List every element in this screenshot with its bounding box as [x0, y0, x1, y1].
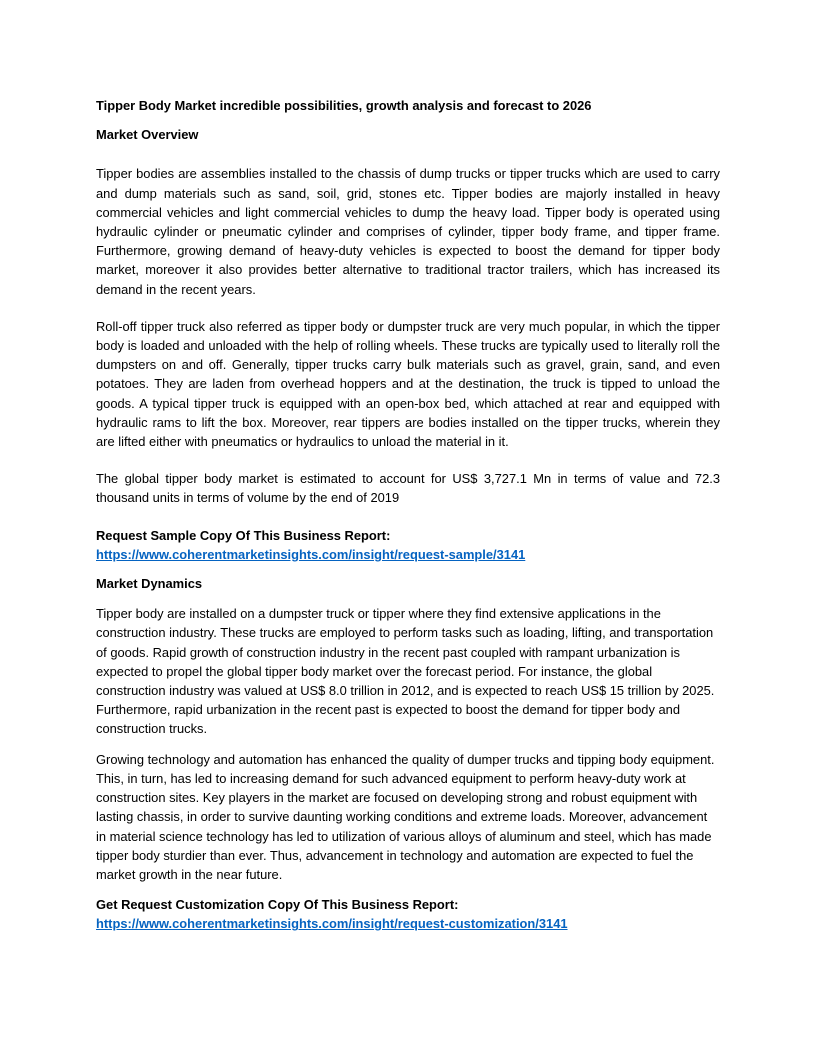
- estimate-suffix: is estimated to account for US$ 3,727.1 Mn in terms of value and 72.3 thousand units in terms of volume by the end of 2019: [96, 471, 720, 506]
- document-page: [96, 96, 720, 944]
- estimate-prefix: The: [96, 471, 125, 487]
- sample-request-link[interactable]: https://www.coherentmarketinsights.com/insight/request-sample/3141: [96, 546, 526, 562]
- overview-paragraph-1: Tipper bodies are assemblies installed to the chassis of dump trucks or tipper trucks which are used to carry and dump materials such as sand, soil, grid, stones etc. Tipper bodies are majorly installed in heavy commercial vehicles and light commercial vehicles to dump the heavy load. Tipper body is operated using hydraulic cylinder or pneumatic cylinder and comprises of cylinder, tipper body frame, and tipper frame. Furthermore, growing demand of heavy-duty vehicles is expected to boost the demand for tipper body market, moreover it also provides better alternative to traditional tractor trailers, which has increased its demand in the recent years.: [96, 166, 720, 297]
- global-tipper-body-market-link[interactable]: global tipper body market: [124, 471, 278, 487]
- overview-paragraph-2: Roll-off tipper truck also referred as tipper body or dumpster truck are very much popular, in which the tipper body is loaded and unloaded with the help of rolling wheels. These trucks are typically used to literally roll the dumpsters on and off. Generally, tipper trucks carry bulk materials such as gravel, grain, sand, and even potatoes. They are laden from overhead hoppers and at the destination, the truck is tipped to unload the goods. A typical tipper truck is equipped with an open-box bed, which attached at rear and equipped with hydraulic rams to lift the box. Moreover, rear tippers are bodies installed on the tipper trucks, wherein they are lifted either with pneumatics or hydraulics to unload the material in it.: [96, 318, 720, 450]
- dynamics-paragraph-2: Growing technology and automation has enhanced the quality of dumper trucks and tipping body equipment. This, in turn, has led to increasing demand for such advanced equipment to perform heavy-duty work at construction sites. Key players in the market are focused on developing strong and robust equipment with lasting chassis, in order to survive daunting working conditions and extreme loads. Moreover, advancement in material science technology has led to utilization of various alloys of aluminum and steel, which has made tipper body sturdier than ever. Thus, advancement in technology and automation are expected to fuel the market growth in the near future.: [96, 751, 715, 882]
- market-estimate-paragraph: [96, 469, 720, 507]
- customization-request-block: [96, 895, 720, 933]
- document-title: Tipper Body Market incredible possibilities, growth analysis and forecast to 2026: [96, 98, 592, 113]
- customization-request-link[interactable]: https://www.coherentmarketinsights.com/insight/request-customization/3141: [96, 916, 568, 932]
- sample-request-block: [96, 526, 720, 564]
- market-overview-heading: Market Overview: [96, 127, 199, 143]
- dynamics-paragraph-1: Tipper body are installed on a dumpster truck or tipper where they find extensive applications in the construction industry. These trucks are employed to perform tasks such as loading, lifting, and transportation of goods. Rapid growth of construction industry in the recent past coupled with rampant urbanization is expected to propel the global tipper body market over the forecast period. For instance, the global construction industry was valued at US$ 8.0 trillion in 2012, and is expected to reach US$ 15 trillion by 2025. Furthermore, rapid urbanization in the recent past is expected to boost the demand for tipper body and construction trucks.: [96, 606, 715, 737]
- sample-request-label: Request Sample Copy Of This Business Report:: [96, 527, 391, 543]
- customization-request-label: Get Request Customization Copy Of This Business Report:: [96, 897, 459, 913]
- market-dynamics-heading: Market Dynamics: [96, 576, 203, 592]
